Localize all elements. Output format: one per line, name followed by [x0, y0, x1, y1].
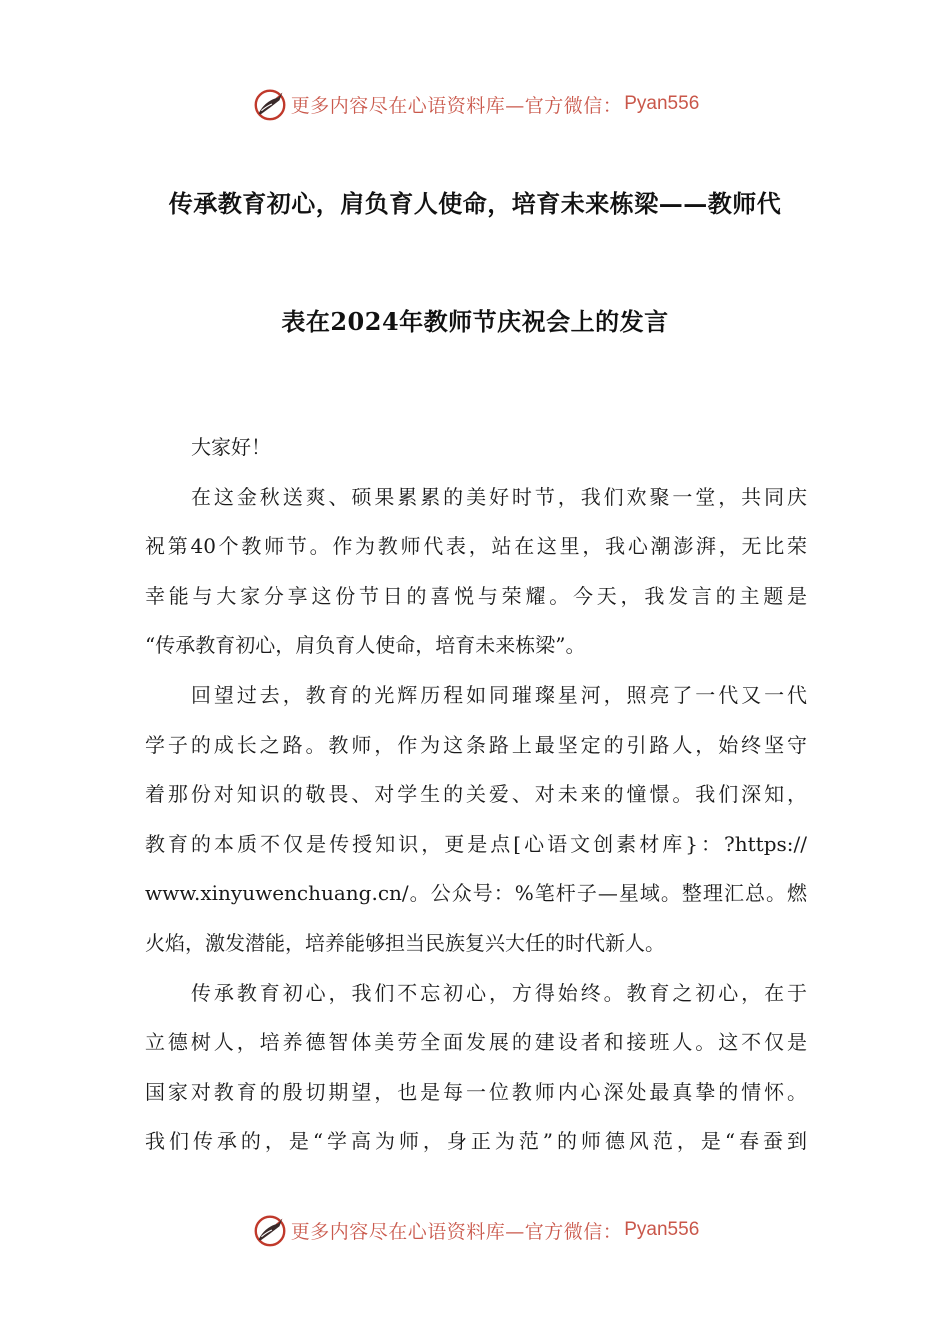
pen-logo-icon: [251, 85, 289, 123]
banner-text: 更多内容尽在心语资料库—官方微信：: [290, 94, 623, 117]
body-line: 回望过去，教育的光辉历程如同璀璨星河，照亮了一代又一代: [191, 682, 807, 707]
body-line: 教育的本质不仅是传授知识，更是点[心语文创素材库}：?https://: [145, 831, 807, 856]
body-line: 火焰，激发潜能，培养能够担当民族复兴大任的时代新人。: [145, 930, 665, 955]
header-watermark-banner: [0, 84, 950, 124]
banner-wechat-id: Pyan556: [624, 1219, 700, 1240]
body-line: 传承教育初心，我们不忘初心，方得始终。教育之初心，在于: [191, 980, 807, 1005]
pen-logo-icon: [251, 1211, 289, 1249]
body-line: 在这金秋送爽、硕果累累的美好时节，我们欢聚一堂，共同庆: [191, 484, 807, 509]
footer-watermark-banner: [0, 1210, 950, 1250]
banner-wechat-id: Pyan556: [624, 93, 700, 114]
body-line: 立德树人，培养德智体美劳全面发展的建设者和接班人。这不仅是: [145, 1030, 807, 1055]
document-title-line-1: 传承教育初心，肩负育人使命，培育未来栋梁——教师代: [168, 189, 782, 218]
body-line: 学子的成长之路。教师，作为这条路上最坚定的引路人，始终坚守: [145, 732, 807, 757]
body-line: 我们传承的，是“学高为师，身正为范”的师德风范，是“春蚕到: [145, 1129, 807, 1154]
banner-text: 更多内容尽在心语资料库—官方微信：: [290, 1220, 623, 1243]
document-body: [145, 423, 807, 1167]
body-line: 着那份对知识的敬畏、对学生的关爱、对未来的憧憬。我们深知，: [145, 782, 807, 807]
body-line: “传承教育初心，肩负育人使命，培育未来栋梁”。: [145, 633, 586, 658]
body-line: 祝第40个教师节。作为教师代表，站在这里，我心潮澎湃，无比荣: [145, 534, 807, 559]
document-title-line-2: 表在2024年教师节庆祝会上的发言: [281, 307, 669, 336]
body-line: www.xinyuwenchuang.cn/。公众号：%笔杆子—星域。整理汇总。燃: [145, 881, 807, 906]
body-line: 国家对教育的殷切期望，也是每一位教师内心深处最真挚的情怀。: [145, 1079, 807, 1104]
body-line: 幸能与大家分享这份节日的喜悦与荣耀。今天，我发言的主题是: [145, 583, 807, 608]
body-line: 大家好！: [191, 435, 271, 459]
